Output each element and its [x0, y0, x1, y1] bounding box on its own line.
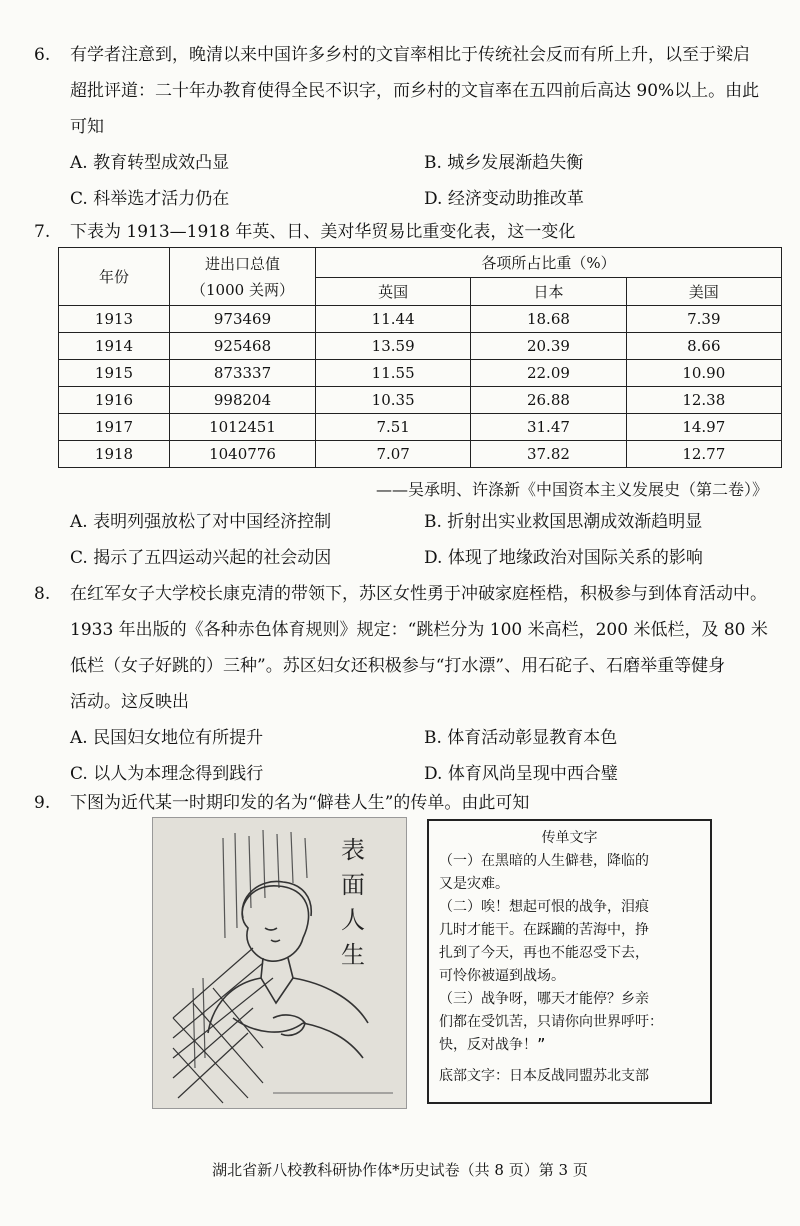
- row-us: 7.39: [626, 306, 781, 333]
- row-total: 998204: [170, 387, 316, 414]
- leaflet-line: 快，反对战争！”: [439, 1037, 546, 1053]
- poster-title-char-1: 表: [341, 836, 365, 864]
- q6-line-1: 有学者注意到，晚清以来中国许多乡村的文盲率相比于传统社会反而有所上升，以至于梁启: [70, 45, 750, 65]
- header-uk: 英国: [316, 278, 471, 306]
- poster-title-char-3: 人: [341, 906, 365, 934]
- table-row: [59, 441, 782, 468]
- leaflet-spacer: [439, 1057, 700, 1065]
- q9-number: 9.: [34, 793, 51, 813]
- q8-option-d: D. 体育风尚呈现中西合璧: [424, 764, 618, 784]
- q8-option-b: B. 体育活动彰显教育本色: [424, 728, 618, 748]
- q6-option-a: A. 教育转型成效凸显: [70, 153, 230, 173]
- row-japan: 26.88: [471, 387, 626, 414]
- leaflet-line: （三）战争呀，哪天才能停？乡亲: [439, 991, 649, 1007]
- q7-number: 7.: [34, 222, 51, 242]
- q6-line-3: 可知: [70, 117, 104, 137]
- leaflet-line: 几时才能干。在踩躏的苦海中，挣: [439, 922, 649, 938]
- row-us: 14.97: [626, 414, 781, 441]
- row-year: 1917: [59, 414, 170, 441]
- row-japan: 20.39: [471, 333, 626, 360]
- q8-option-a: A. 民国妇女地位有所提升: [70, 728, 264, 748]
- row-year: 1916: [59, 387, 170, 414]
- row-year: 1914: [59, 333, 170, 360]
- leaflet-title: 传单文字: [541, 830, 598, 846]
- poster-title-char-4: 生: [341, 941, 365, 969]
- row-japan: 18.68: [471, 306, 626, 333]
- q7-option-b: B. 折射出实业救国思潮成效渐趋明显: [424, 512, 703, 532]
- table-row: [59, 333, 782, 360]
- table-row: [59, 414, 782, 441]
- table-source: ——吴承明、许涤新《中国资本主义发展史（第二卷）》: [375, 480, 768, 499]
- row-total: 973469: [170, 306, 316, 333]
- q8-option-c: C. 以人为本理念得到践行: [70, 764, 264, 784]
- q6-option-b: B. 城乡发展渐趋失衡: [424, 153, 584, 173]
- q6-line-2: 超批评道：二十年办教育使得全民不识字，而乡村的文盲率在五四前后高达 90%以上。由此: [70, 81, 760, 101]
- row-uk: 10.35: [316, 387, 471, 414]
- header-total-line2: （1000 关两）: [191, 280, 294, 299]
- q8-line-1: 在红军女子大学校长康克清的带领下，苏区女性勇于冲破家庭桎梏，积极参与到体育活动中。: [70, 584, 767, 604]
- q7-option-d: D. 体现了地缘政治对国际关系的影响: [424, 548, 703, 568]
- q9-stem: 下图为近代某一时期印发的名为“僻巷人生”的传单。由此可知: [70, 793, 530, 813]
- row-us: 12.77: [626, 441, 781, 468]
- q8-line-2: 1933 年出版的《各种赤色体育规则》规定：“跳栏分为 100 米高栏，200 米低栏，及 80 米: [70, 620, 768, 640]
- row-uk: 13.59: [316, 333, 471, 360]
- row-japan: 37.82: [471, 441, 626, 468]
- leaflet-line: 扎到了今天，再也不能忍受下去，: [439, 945, 649, 961]
- row-us: 10.90: [626, 360, 781, 387]
- q7-option-a: A. 表明列强放松了对中国经济控制: [70, 512, 332, 532]
- row-uk: 7.07: [316, 441, 471, 468]
- q6-number: 6.: [34, 45, 51, 65]
- page-footer: 湖北省新八校教科研协作体*历史试卷（共 8 页）第 3 页: [212, 1161, 588, 1179]
- row-total: 873337: [170, 360, 316, 387]
- header-japan: 日本: [471, 278, 626, 306]
- row-us: 8.66: [626, 333, 781, 360]
- leaflet-line: （一）在黑暗的人生僻巷，降临的: [439, 853, 649, 869]
- row-japan: 31.47: [471, 414, 626, 441]
- row-total: 925468: [170, 333, 316, 360]
- leaflet-line: 可怜你被逼到战场。: [439, 968, 565, 984]
- q6-option-c: C. 科举选才活力仍在: [70, 189, 230, 209]
- q7-option-c: C. 揭示了五四运动兴起的社会动因: [70, 548, 332, 568]
- header-total: [170, 248, 316, 306]
- q7-stem: 下表为 1913—1918 年英、日、美对华贸易比重变化表，这一变化: [70, 222, 576, 242]
- row-year: 1913: [59, 306, 170, 333]
- table-row: [59, 306, 782, 333]
- leaflet-poster-image: [152, 817, 407, 1109]
- q6-option-d: D. 经济变动助推改革: [424, 189, 584, 209]
- row-uk: 11.44: [316, 306, 471, 333]
- row-total: 1012451: [170, 414, 316, 441]
- row-total: 1040776: [170, 441, 316, 468]
- row-uk: 11.55: [316, 360, 471, 387]
- header-year: 年份: [59, 248, 170, 306]
- row-us: 12.38: [626, 387, 781, 414]
- header-share: 各项所占比重（%）: [316, 248, 782, 278]
- row-year: 1918: [59, 441, 170, 468]
- leaflet-line: 又是灾难。: [439, 876, 509, 892]
- row-year: 1915: [59, 360, 170, 387]
- woman-sketch-illustration: [153, 818, 406, 1108]
- leaflet-line: 们都在受饥苦，只请你向世界呼吁：: [439, 1014, 663, 1030]
- header-us: 美国: [626, 278, 781, 306]
- q8-line-3: 低栏（女子好跳的）三种”。苏区妇女还积极参与“打水漂”、用石砣子、石磨举重等健身: [70, 656, 726, 676]
- leaflet-text-box: [427, 819, 712, 1104]
- trade-share-table: [58, 247, 782, 468]
- poster-title-char-2: 面: [341, 871, 365, 899]
- header-total-line1: 进出口总值: [204, 254, 280, 273]
- row-japan: 22.09: [471, 360, 626, 387]
- q8-line-4: 活动。这反映出: [70, 692, 189, 712]
- q8-number: 8.: [34, 584, 51, 604]
- leaflet-bottom-text: 底部文字：日本反战同盟苏北支部: [439, 1068, 649, 1084]
- leaflet-line: （二）唉！想起可恨的战争，泪痕: [439, 899, 649, 915]
- table-row: [59, 360, 782, 387]
- row-uk: 7.51: [316, 414, 471, 441]
- table-row: [59, 387, 782, 414]
